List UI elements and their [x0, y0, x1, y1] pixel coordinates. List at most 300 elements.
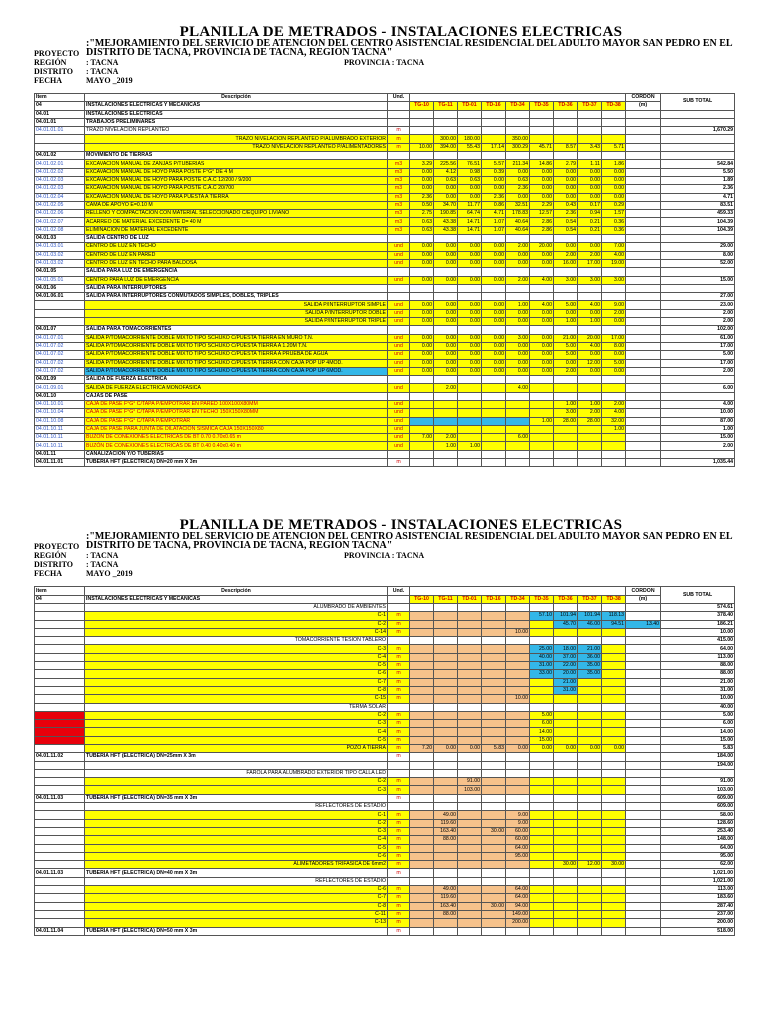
table-row: [35, 168, 735, 176]
row-description: C-5: [85, 662, 388, 670]
row-value-2: 0.00: [434, 259, 458, 267]
row-value-3: 55.43: [458, 143, 482, 151]
row-value-3: [458, 811, 482, 819]
row-value-1: 0.00: [410, 251, 434, 259]
row-value-7: [554, 127, 578, 135]
table-row: [35, 342, 735, 350]
row-value-2: [434, 753, 458, 761]
row-value-2: [434, 803, 458, 811]
row-value-7: [554, 811, 578, 819]
row-value-8: [578, 326, 602, 334]
row-subtotal: [661, 450, 735, 458]
row-value-1: 0.63: [410, 226, 434, 234]
row-value-3: [458, 152, 482, 160]
row-value-6: [530, 284, 554, 292]
row-value-9: [602, 603, 626, 611]
row-value-2: 0.00: [434, 318, 458, 326]
row-value-6: [530, 803, 554, 811]
row-value-5: 149.00: [506, 910, 530, 918]
row-value-6: [530, 695, 554, 703]
row-description: BUZÓN DE CONEXIONES ELECTRICAS DE BT 0.40 0.40x0.40 m: [85, 442, 388, 450]
row-item: 04.01.10.08: [35, 417, 85, 425]
row-description: ELIMINACION DE MATERIAL EXCEDENTE: [85, 226, 388, 234]
row-subtotal: 4.00: [661, 400, 735, 408]
row-value-5: [506, 612, 530, 620]
row-value-3: [458, 409, 482, 417]
table-row: [35, 778, 735, 786]
row-value-7: [554, 877, 578, 885]
row-value-8: TD-37: [578, 102, 602, 110]
row-item: 04.01.02.07: [35, 218, 85, 226]
row-value-8: 4.00: [578, 301, 602, 309]
table-row: [35, 769, 735, 777]
row-value-2: 0.00: [434, 342, 458, 350]
row-value-7: 0.54: [554, 218, 578, 226]
row-item: [35, 143, 85, 151]
row-unit: m3: [388, 201, 410, 209]
row-value-8: 12.00: [578, 861, 602, 869]
row-value-1: [410, 118, 434, 126]
row-value-1: 0.00: [410, 334, 434, 342]
row-value-6: 14.86: [530, 160, 554, 168]
row-value-4: TD-16: [482, 595, 506, 603]
row-cordon: [626, 210, 661, 218]
row-value-7: 0.43: [554, 201, 578, 209]
row-value-2: [434, 761, 458, 769]
row-description: [85, 761, 388, 769]
row-value-6: [530, 877, 554, 885]
row-unit: und: [388, 409, 410, 417]
row-value-4: [482, 127, 506, 135]
row-value-3: 0.00: [458, 745, 482, 753]
row-value-3: [458, 417, 482, 425]
table-row: [35, 736, 735, 744]
row-value-7: 1.00: [554, 400, 578, 408]
row-cordon: 13.40: [626, 620, 661, 628]
row-value-2: [434, 786, 458, 794]
row-value-3: [458, 425, 482, 433]
metrados-table-1: [34, 93, 735, 467]
row-value-9: [602, 110, 626, 118]
row-value-1: [410, 728, 434, 736]
row-value-7: 3.00: [554, 276, 578, 284]
row-value-6: [530, 603, 554, 611]
row-subtotal: 287.40: [661, 902, 735, 910]
row-value-4: 0.00: [482, 301, 506, 309]
row-item: 04.01.03.02: [35, 251, 85, 259]
table-row: [35, 836, 735, 844]
row-value-4: [482, 118, 506, 126]
row-value-9: [602, 910, 626, 918]
row-value-4: 5.83: [482, 745, 506, 753]
row-item: 04.01.01.01: [35, 127, 85, 135]
row-value-3: [458, 728, 482, 736]
row-unit: m3: [388, 218, 410, 226]
row-value-3: [458, 695, 482, 703]
row-value-3: [458, 844, 482, 852]
row-value-4: [482, 869, 506, 877]
row-value-7: [554, 628, 578, 636]
row-value-9: [602, 695, 626, 703]
row-value-6: [530, 293, 554, 301]
row-value-3: [458, 645, 482, 653]
row-value-4: [482, 376, 506, 384]
row-value-3: [458, 326, 482, 334]
row-value-8: [578, 886, 602, 894]
row-value-3: [458, 670, 482, 678]
row-value-8: 46.00: [578, 620, 602, 628]
row-unit: m: [388, 861, 410, 869]
row-cordon: (m): [626, 102, 661, 110]
region-label: REGIÓN: [34, 551, 67, 561]
row-unit: und: [388, 384, 410, 392]
row-description: C-3: [85, 786, 388, 794]
proyecto-label: PROYECTO: [34, 49, 80, 58]
row-value-6: 0.00: [530, 359, 554, 367]
row-description: SALIDA P/TOMACORRIENTE DOBLE MIXTO TIPO SCHUKO C/PUESTA TIERRA EN MURO T.N.: [85, 334, 388, 342]
row-value-3: TD-01: [458, 595, 482, 603]
row-item: 04.01.10.11: [35, 434, 85, 442]
row-value-7: 0.00: [554, 168, 578, 176]
row-subtotal: 378.40: [661, 612, 735, 620]
row-value-3: 0.00: [458, 276, 482, 284]
row-unit: und: [388, 342, 410, 350]
row-unit: und: [388, 301, 410, 309]
row-description: CENTRO DE LUZ EN PARED: [85, 251, 388, 259]
row-value-7: 0.00: [554, 176, 578, 184]
row-value-9: [602, 637, 626, 645]
row-value-6: 4.00: [530, 301, 554, 309]
row-value-7: [554, 152, 578, 160]
row-value-8: 101.94: [578, 612, 602, 620]
row-description: ALUMBRADO DE AMBIENTES: [85, 603, 388, 611]
row-value-3: [458, 869, 482, 877]
row-description: C-1: [85, 612, 388, 620]
row-item: 04.01.11.02: [35, 753, 85, 761]
row-value-5: [506, 376, 530, 384]
row-subtotal: [661, 769, 735, 777]
table-row: [35, 720, 735, 728]
row-item: 04.01.10.04: [35, 409, 85, 417]
row-item: 04.01.02.02: [35, 168, 85, 176]
row-value-9: 3.00: [602, 276, 626, 284]
row-value-7: [554, 711, 578, 719]
row-description: CENTRO DE LUZ EN TECHO PARA BALDOSA: [85, 259, 388, 267]
row-item: 04.01.10.11: [35, 425, 85, 433]
row-item: [35, 852, 85, 860]
row-value-9: 32.00: [602, 417, 626, 425]
row-description: C-1: [85, 811, 388, 819]
row-item: [35, 637, 85, 645]
row-unit: m: [388, 886, 410, 894]
row-subtotal: [661, 392, 735, 400]
row-item: 04.01.07.01: [35, 334, 85, 342]
row-value-8: [578, 728, 602, 736]
row-cordon: [626, 226, 661, 234]
row-description: C-4: [85, 836, 388, 844]
row-value-7: 20.00: [554, 670, 578, 678]
table-row: [35, 417, 735, 425]
row-cordon: [626, 902, 661, 910]
row-value-8: [578, 927, 602, 935]
row-cordon: [626, 143, 661, 151]
row-value-6: 40.00: [530, 653, 554, 661]
row-item: 04.01.02.06: [35, 210, 85, 218]
row-cordon: [626, 251, 661, 259]
row-value-5: [506, 703, 530, 711]
row-value-2: 88.00: [434, 910, 458, 918]
row-subtotal: 5.00: [661, 711, 735, 719]
row-value-9: 0.29: [602, 201, 626, 209]
row-value-3: 1.00: [458, 442, 482, 450]
row-value-1: [410, 778, 434, 786]
row-subtotal: 1,021.00: [661, 869, 735, 877]
row-cordon: [626, 301, 661, 309]
row-description: C-4: [85, 653, 388, 661]
row-value-8: [578, 152, 602, 160]
row-value-4: [482, 728, 506, 736]
row-value-5: 10.00: [506, 628, 530, 636]
row-value-8: [578, 894, 602, 902]
row-value-6: [530, 110, 554, 118]
row-value-8: [578, 877, 602, 885]
row-subtotal: [661, 118, 735, 126]
row-description: INSTALACIONES ELECTRICAS Y MECANICAS: [85, 102, 388, 110]
row-subtotal: [661, 235, 735, 243]
row-value-4: [482, 110, 506, 118]
row-value-4: [482, 803, 506, 811]
row-subtotal: 40.00: [661, 703, 735, 711]
row-unit: m: [388, 852, 410, 860]
row-value-1: [410, 827, 434, 835]
row-subtotal: 10.00: [661, 409, 735, 417]
row-value-4: 0.39: [482, 168, 506, 176]
row-item: 04.01.06: [35, 284, 85, 292]
row-value-6: [530, 894, 554, 902]
row-value-9: [602, 927, 626, 935]
row-value-5: 0.00: [506, 251, 530, 259]
row-cordon: [626, 761, 661, 769]
row-cordon: [626, 218, 661, 226]
row-value-9: [602, 836, 626, 844]
row-value-3: [458, 852, 482, 860]
row-value-6: [530, 152, 554, 160]
row-value-4: [482, 670, 506, 678]
row-description: C-2: [85, 778, 388, 786]
row-value-3: [458, 827, 482, 835]
row-value-7: [554, 284, 578, 292]
row-subtotal: 58.00: [661, 811, 735, 819]
row-value-7: 101.94: [554, 612, 578, 620]
row-description: TUBERIA HFT (ELECTRICA) DN=20 mm X 3m: [85, 459, 388, 467]
row-value-5: [506, 761, 530, 769]
row-value-5: 60.00: [506, 836, 530, 844]
row-value-1: [410, 786, 434, 794]
row-value-1: [410, 384, 434, 392]
row-value-3: [458, 392, 482, 400]
row-value-6: 0.00: [530, 351, 554, 359]
row-subtotal: 184.00: [661, 753, 735, 761]
row-item: [35, 603, 85, 611]
row-value-5: [506, 653, 530, 661]
row-value-4: 30.00: [482, 902, 506, 910]
row-value-4: [482, 861, 506, 869]
distrito-value: : TACNA: [86, 560, 119, 570]
row-description: SALIDA P/INTERRUPTOR DOBLE: [85, 309, 388, 317]
row-value-4: [482, 836, 506, 844]
row-subtotal: 5.83: [661, 745, 735, 753]
row-value-2: 163.40: [434, 902, 458, 910]
row-value-4: [482, 293, 506, 301]
row-cordon: [626, 193, 661, 201]
row-value-4: 0.00: [482, 367, 506, 375]
row-value-9: [602, 703, 626, 711]
table-body-1: [35, 94, 735, 467]
provincia-value: PROVINCIA : TACNA: [344, 58, 425, 67]
row-subtotal: 1.89: [661, 176, 735, 184]
row-value-3: [458, 836, 482, 844]
row-value-5: [506, 711, 530, 719]
row-value-9: 0.00: [602, 318, 626, 326]
row-cordon: [626, 612, 661, 620]
row-value-1: [410, 637, 434, 645]
row-subtotal: 17.00: [661, 359, 735, 367]
row-value-7: 5.00: [554, 301, 578, 309]
row-value-2: 0.00: [434, 745, 458, 753]
row-value-7: [554, 235, 578, 243]
row-subtotal: 103.00: [661, 786, 735, 794]
table-row: [35, 143, 735, 151]
row-value-1: [410, 836, 434, 844]
row-description: ACARREO DE MATERIAL EXCEDENTE D= 40 M: [85, 218, 388, 226]
row-item: [35, 645, 85, 653]
row-value-1: [410, 678, 434, 686]
row-value-2: [434, 235, 458, 243]
row-value-6: [530, 127, 554, 135]
row-value-8: [578, 434, 602, 442]
row-value-9: [602, 794, 626, 802]
row-value-5: 3.00: [506, 334, 530, 342]
row-value-7: [554, 703, 578, 711]
row-value-5: 0.00: [506, 309, 530, 317]
row-value-9: [602, 852, 626, 860]
row-value-9: [602, 118, 626, 126]
row-value-4: 1.07: [482, 226, 506, 234]
row-value-3: 14.71: [458, 226, 482, 234]
row-value-1: [410, 127, 434, 135]
row-value-8: [578, 769, 602, 777]
row-value-1: [410, 902, 434, 910]
row-value-8: 0.21: [578, 226, 602, 234]
row-unit: [388, 376, 410, 384]
row-value-4: [482, 620, 506, 628]
row-item: 04.01.11.01: [35, 459, 85, 467]
row-value-7: [554, 827, 578, 835]
row-unit: und: [388, 434, 410, 442]
row-value-7: [554, 293, 578, 301]
row-unit: m: [388, 902, 410, 910]
row-value-6: [530, 836, 554, 844]
row-value-9: [602, 720, 626, 728]
row-unit: [388, 118, 410, 126]
row-value-6: [530, 409, 554, 417]
row-value-1: [410, 442, 434, 450]
row-description: TOMACORRIENTE TESION TABLERO: [85, 637, 388, 645]
row-value-9: [602, 434, 626, 442]
row-unit: und: [388, 276, 410, 284]
row-item: [35, 736, 85, 744]
header-description: Descripción: [85, 587, 388, 595]
row-description: SALIDA PARA INTERRUPTORES: [85, 284, 388, 292]
row-value-4: 2.36: [482, 193, 506, 201]
row-value-1: [410, 235, 434, 243]
row-unit: [388, 293, 410, 301]
row-value-9: [602, 645, 626, 653]
row-value-9: [602, 284, 626, 292]
row-value-7: 0.00: [554, 359, 578, 367]
row-value-7: 8.57: [554, 143, 578, 151]
row-value-6: 0.00: [530, 318, 554, 326]
row-item: 04.01.07.02: [35, 359, 85, 367]
row-item: [35, 803, 85, 811]
row-description: SALIDA P/TOMACORRIENTE DOBLE MIXTO TIPO SCHUKO C/PUESTA TIERRA A PRUEBA DE AGUA: [85, 351, 388, 359]
row-value-2: 0.00: [434, 359, 458, 367]
row-value-9: [602, 819, 626, 827]
row-value-1: [410, 400, 434, 408]
row-value-5: TD-34: [506, 595, 530, 603]
row-unit: [388, 761, 410, 769]
row-value-5: [506, 728, 530, 736]
table-row: [35, 852, 735, 860]
table-row: [35, 620, 735, 628]
row-description: C-6: [85, 852, 388, 860]
region-value: : TACNA: [86, 58, 119, 67]
row-value-6: 15.00: [530, 736, 554, 744]
row-value-5: 0.00: [506, 359, 530, 367]
row-value-5: 95.00: [506, 852, 530, 860]
row-value-2: [434, 852, 458, 860]
table-row: [35, 894, 735, 902]
row-unit: und: [388, 351, 410, 359]
row-value-9: [602, 662, 626, 670]
row-value-6: [530, 844, 554, 852]
row-item: [35, 886, 85, 894]
row-value-3: [458, 753, 482, 761]
row-value-9: 8.00: [602, 342, 626, 350]
table-row: [35, 251, 735, 259]
row-item: 04.01.07.02: [35, 351, 85, 359]
row-value-4: [482, 686, 506, 694]
header-row: [35, 94, 735, 102]
row-value-9: [602, 686, 626, 694]
row-value-2: [434, 877, 458, 885]
row-value-9: [602, 384, 626, 392]
table-row: [35, 794, 735, 802]
row-value-5: 9.00: [506, 811, 530, 819]
row-value-6: [530, 686, 554, 694]
row-value-8: [578, 686, 602, 694]
row-subtotal: 15.00: [661, 434, 735, 442]
row-value-5: [506, 127, 530, 135]
row-item: 04.01.11.03: [35, 869, 85, 877]
row-value-3: 76.51: [458, 160, 482, 168]
row-value-6: [530, 376, 554, 384]
row-value-7: [554, 442, 578, 450]
row-value-6: TD-35: [530, 102, 554, 110]
row-value-8: 35.00: [578, 662, 602, 670]
row-value-9: 1.00: [602, 425, 626, 433]
table-row: [35, 259, 735, 267]
